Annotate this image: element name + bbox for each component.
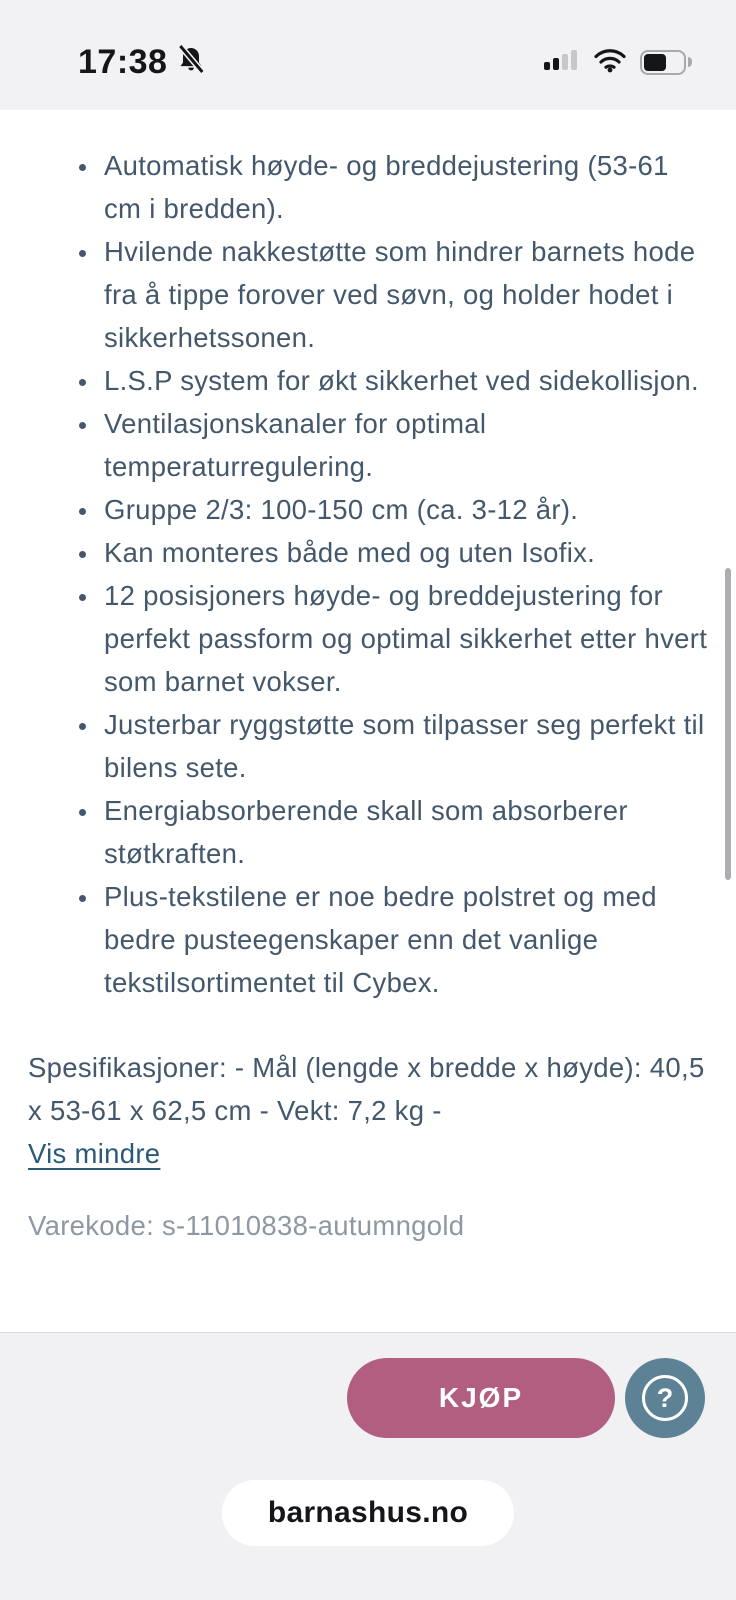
address-text: barnashus.no bbox=[267, 1496, 469, 1529]
feature-item: • Ventilasjonskanaler for optimal temperaturregulering. bbox=[100, 402, 708, 488]
bell-muted-icon bbox=[175, 44, 207, 81]
wifi-icon bbox=[593, 47, 627, 78]
question-mark-icon: ? bbox=[642, 1375, 688, 1421]
feature-item: • Gruppe 2/3: 100-150 cm (ca. 3-12 år). bbox=[100, 488, 708, 531]
battery-body bbox=[640, 50, 686, 75]
battery-nub bbox=[688, 57, 692, 67]
feature-item: • L.S.P system for økt sikkerhet ved sidekollisjon. bbox=[100, 359, 708, 402]
specifications-text: Spesifikasjoner: - Mål (lengde x bredde x høyde): 40,5 x 53-61 x 62,5 cm - Vekt: 7,2 kg - bbox=[28, 1052, 705, 1126]
feature-item: • Justerbar ryggstøtte som tilpasser seg perfekt til bilens sete. bbox=[100, 703, 708, 789]
clock: 17:38 bbox=[78, 42, 168, 81]
status-bar bbox=[0, 0, 736, 110]
sku-text: Varekode: s-11010838-autumngold bbox=[28, 1210, 465, 1241]
product-description bbox=[0, 110, 736, 1247]
feature-item: • Energiabsorberende skall som absorberer støtkraften. bbox=[100, 789, 708, 875]
cellular-signal-icon bbox=[544, 48, 580, 77]
help-button[interactable] bbox=[625, 1358, 705, 1438]
status-bar-right bbox=[544, 47, 706, 78]
buy-button[interactable]: KJØP bbox=[347, 1358, 615, 1438]
show-less-link[interactable]: Vis mindre bbox=[28, 1138, 161, 1169]
scrollbar-thumb[interactable] bbox=[725, 568, 731, 880]
feature-item: • Automatisk høyde- og breddejustering (53-61 cm i bredden). bbox=[100, 144, 708, 230]
address-bar[interactable] bbox=[222, 1480, 514, 1546]
battery-fill bbox=[644, 54, 666, 71]
product-feature-list bbox=[28, 144, 708, 1004]
battery-icon bbox=[640, 50, 692, 75]
status-bar-left bbox=[78, 43, 207, 82]
feature-item: • 12 posisjoners høyde- og breddejustering for perfekt passform og optimal sikkerhet etter hvert som barnet vokser. bbox=[100, 574, 708, 703]
feature-item: • Kan monteres både med og uten Isofix. bbox=[100, 531, 708, 574]
bottom-bar bbox=[0, 1332, 736, 1600]
feature-item: • Plus-tekstilene er noe bedre polstret og med bedre pusteegenskaper enn det vanlige tekstilsortimentet til Cybex. bbox=[100, 875, 708, 1004]
feature-item: • Hvilende nakkestøtte som hindrer barnets hode fra å tippe forover ved søvn, og holder hodet i sikkerhetssonen. bbox=[100, 230, 708, 359]
